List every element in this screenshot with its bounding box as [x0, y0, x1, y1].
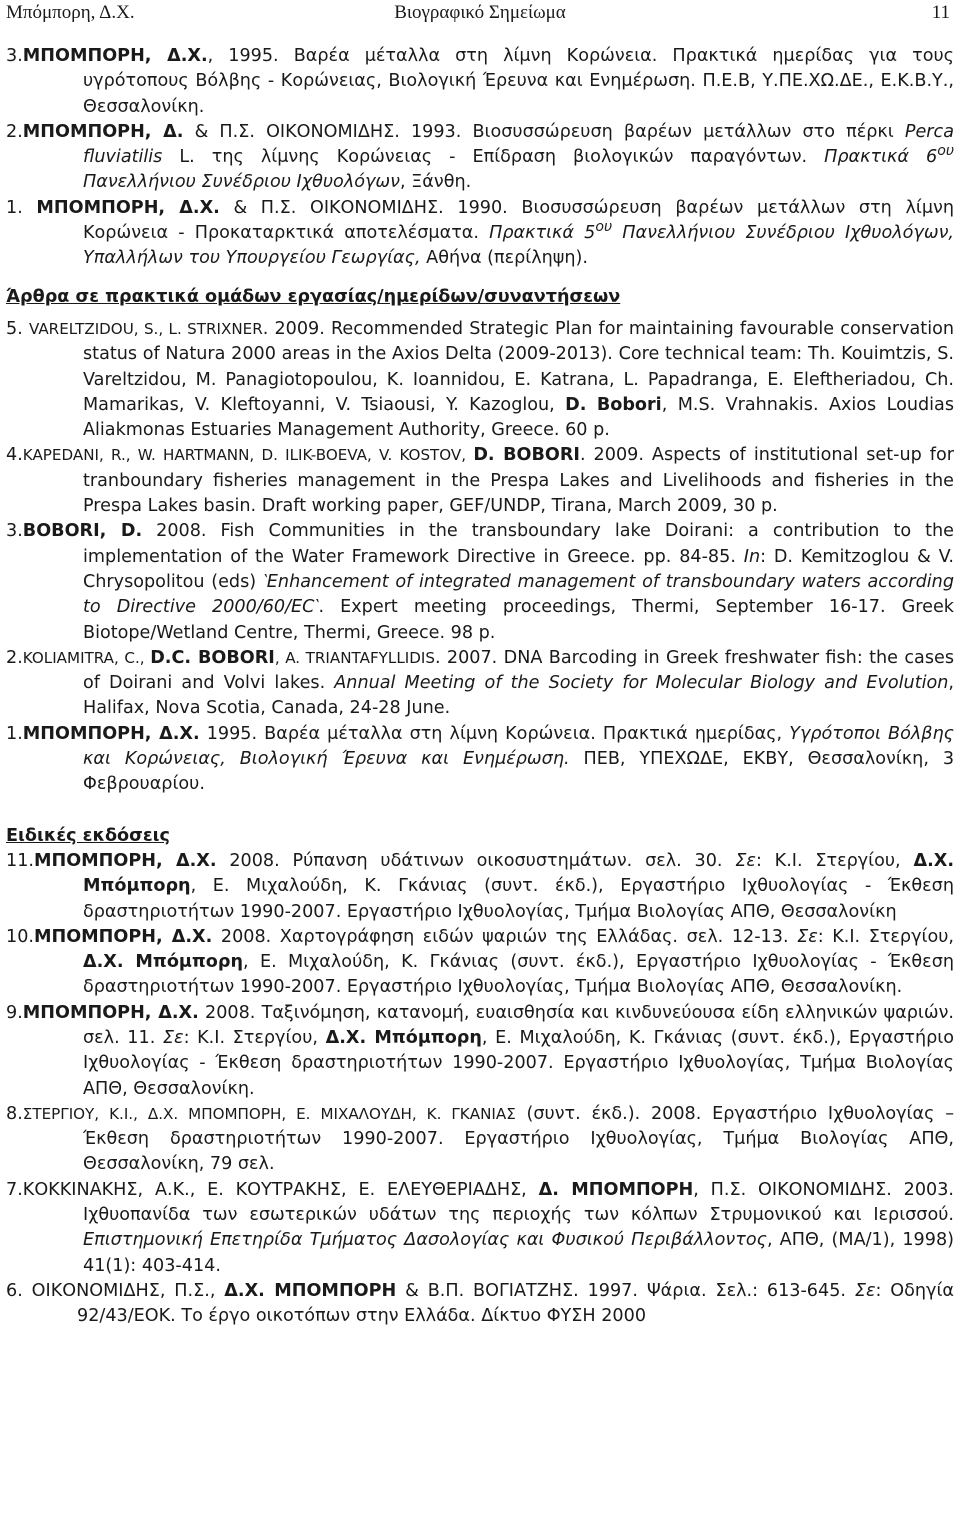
top-entry-2: 2.ΜΠΟΜΠΟΡΗ, Δ. & Π.Σ. ΟΙΚΟΝΟΜΙΔΗΣ. 1993. Βιοσυσσώρευση βαρέων μετάλλων στο πέρκι Perca fluviatilis L. της λίμνης Κορώνειας - Επίδραση βιολογικών παραγόντων. Πρακτικά $6^{o\upsilon}$ Πανελλήνιου Συνέδριου Ιχθυολόγων, Ξάνθη. [6, 121, 954, 193]
special-entry-9: 9.ΜΠΟΜΠΟΡΗ, Δ.Χ. 2008. Ταξινόμηση, κατανομή, ευαισθησία και κινδυνεύουσα είδη ελληνικών ψαριών. σελ. 11. Σε: Κ.Ι. Στεργίου, Δ.Χ. Μπόμπορη, Ε. Μιχαλούδη, Κ. Γκάνιας (συντ. έκδ.), Εργαστήριο Ιχθυολογίας - Έκθεση δραστηριοτήτων 1990-2007. Εργαστήριο Ιχθυολογίας, Τμήμα Βιολογίας ΑΠΘ, Θεσσαλονίκη. [6, 1002, 955, 1099]
page-number: 11 [931, 2, 950, 23]
workshop-entry-3: 3.BOBORI, D. 2008. Fish Communities in the transboundary lake Doirani: a contribution to the implementation of the Water Framework Directive in Greece. pp. 84-85. In: D. Kemitzoglou & V. Chrysopolitou (eds) ‵Enhancement of integrated management of transboundary waters according to Directive 2000/60/EC‵. Expert meeting proceedings, Thermi, September 16-17. Greek Biotope/Wetland Centre, Thermi, Greece. 98 p. [6, 521, 955, 643]
entry-author: ΜΠΟΜΠΟΡΗ, Δ. [22, 121, 184, 142]
special-entry-10: 10.ΜΠΟΜΠΟΡΗ, Δ.Χ. 2008. Χαρτογράφηση ειδών ψαριών της Ελλάδας. σελ. 12-13. Σε: Κ.Ι. Στεργίου, Δ.Χ. Μπόμπορη, Ε. Μιχαλούδη, Κ. Γκάνιας (συντ. έκδ.), Εργαστήριο Ιχθυολογίας - Έκθεση δραστηριοτήτων 1990-2007. Εργαστήριο Ιχθυολογίας, Τμήμα Βιολογίας ΑΠΘ, Θεσσαλονίκη. [6, 926, 955, 998]
entry-author: ΜΠΟΜΠΟΡΗ, Δ.Χ. [22, 46, 208, 66]
header-title: Βιογραφικό Σημείωμα [394, 2, 566, 23]
workshop-entry-2: 2.KOLIAMITRA, C., D.C. BOBORI, A. TRIANTAFYLLIDIS. 2007. DNA Barcoding in Greek freshwater fish: the cases of Doirani and Volvi lakes. Annual Meeting of the Society for Molecular Biology and Evolution, Halifax, Nova Scotia, Canada, 24-28 June. [6, 647, 954, 719]
workshop-entry-4: 4.KAPEDANI, R., W. HARTMANN, D. ILIK-BOEVA, V. KOSTOV, D. BOBORI. 2009. Aspects of institutional set-up for tranboundary fisheries management in the Prespa Lakes and Livelihoods and fisheries in the Prespa Lakes basin. Draft working paper, GEF/UNDP, Tirana, March 2009, 30 p. [6, 445, 954, 517]
special-entry-8: 8.ΣΤΕΡΓΙΟΥ, Κ.Ι., Δ.Χ. ΜΠΟΜΠΟΡΗ, Ε. ΜΙΧΑΛΟΥΔΗ, Κ. ΓΚΑΝΙΑΣ (συντ. έκδ.). 2008. Εργαστήριο Ιχθυολογίας – Έκθεση δραστηριοτήτων 1990-2007. Εργαστήριο Ιχθυολογίας, Τμήμα Βιολογίας ΑΠΘ, Θεσσαλονίκη, 79 σελ. [6, 1103, 954, 1175]
species-name: Perca fluviatilis [83, 121, 954, 168]
special-entry-7: 7.ΚΟΚΚΙΝΑΚΗΣ, Α.Κ., Ε. ΚΟΥΤΡΑΚΗΣ, Ε. ΕΛΕΥΘΕΡΙΑΔΗΣ, Δ. ΜΠΟΜΠΟΡΗ, Π.Σ. ΟΙΚΟΝΟΜΙΔΗΣ. 2003. Ιχθυοπανίδα των εσωτερικών υδάτων της περιοχής των κόλπων Στρυμονικού και Ιερισσού. Επιστημονική Επετηρίδα Τμήματος Δασολογίας και Φυσικού Περιβάλλοντος, ΑΠΘ, (ΜΑ/1), 1998) 41(1): 403-414. [6, 1179, 955, 1276]
running-header [6, 2, 954, 28]
workshop-entry-5: 5. VARELTZIDOU, S., L. STRIXNER. 2009. Recommended Strategic Plan for maintaining favourable conservation status of Natura 2000 areas in the Axios Delta (2009-2013). Core technical team: Th. Kouimtzis, S. Vareltzidou, M. Panagiotopoulou, K. Ioannidou, E. Katrana, L. Papadranga, E. Eleftheriadou, Ch. Mamarikas, V. Kleftoyanni, V. Tsiaousi, Y. Kazoglou, D. Bobori, M.S. Vrahnakis. Axios Loudias Aliakmonas Estuaries Management Authority, Greece. 60 p. [6, 318, 955, 441]
header-author: Μπόμπορη, Δ.Χ. [6, 2, 135, 23]
top-entry-1: 1. ΜΠΟΜΠΟΡΗ, Δ.Χ. & Π.Σ. ΟΙΚΟΝΟΜΙΔΗΣ. 1990. Βιοσυσσώρευση βαρέων μετάλλων στη λίμνη Κορώνεια - Προκαταρκτικά αποτελέσματα. Πρακτικά $5^{o\upsilon}$ Πανελλήνιου Συνέδριου Ιχθυολόγων, Υπαλλήλων του Υπουργείου Γεωργίας, Αθήνα (περίληψη). [6, 197, 954, 269]
section-heading-special: Ειδικές εκδόσεις [6, 825, 170, 846]
top-entry-3: 3.ΜΠΟΜΠΟΡΗ, Δ.Χ., 1995. Βαρέα μέταλλα στη λίμνη Κορώνεια. Πρακτικά ημερίδας για τους υγρότοπους Βόλβης - Κορώνειας, Βιολογική Έρευνα και Ενημέρωση. Π.Ε.Β, Υ.ΠΕ.ΧΩ.ΔΕ., Ε.Κ.Β.Υ., Θεσσαλονίκη. [6, 46, 954, 117]
special-entry-6: 6. ΟΙΚΟΝΟΜΙΔΗΣ, Π.Σ., Δ.Χ. ΜΠΟΜΠΟΡΗ & Β.Π. ΒΟΓΙΑΤΖΗΣ. 1997. Ψάρια. Σελ.: 613-645. Σε: Οδηγία 92/43/ΕΟΚ. Το έργο οικοτόπων στην Ελλάδα. Δίκτυο ΦΥΣΗ 2000 [6, 1280, 955, 1327]
workshop-entry-1: 1.ΜΠΟΜΠΟΡΗ, Δ.Χ. 1995. Βαρέα μέταλλα στη λίμνη Κορώνεια. Πρακτικά ημερίδας, Υγρότοποι Βόλβης και Κορώνειας, Βιολογική Έρευνα και Ενημέρωση. ΠΕΒ, ΥΠΕΧΩΔΕ, ΕΚΒΥ, Θεσσαλονίκη, 3 Φεβρουαρίου. [6, 723, 955, 795]
section-heading-workshops: Άρθρα σε πρακτικά ομάδων εργασίας/ημερίδων/συναντήσεων [6, 286, 621, 307]
entry-author: ΜΠΟΜΠΟΡΗ, Δ.Χ. [36, 197, 220, 218]
document-body [6, 44, 954, 1330]
special-entry-11: 11.ΜΠΟΜΠΟΡΗ, Δ.Χ. 2008. Ρύπανση υδάτινων οικοσυστημάτων. σελ. 30. Σε: Κ.Ι. Στεργίου, Δ.Χ. Μπόμπορη, Ε. Μιχαλούδη, Κ. Γκάνιας (συντ. έκδ.), Εργαστήριο Ιχθυολογίας - Έκθεση δραστηριοτήτων 1990-2007. Εργαστήριο Ιχθυολογίας, Τμήμα Βιολογίας ΑΠΘ, Θεσσαλονίκη [6, 850, 955, 922]
